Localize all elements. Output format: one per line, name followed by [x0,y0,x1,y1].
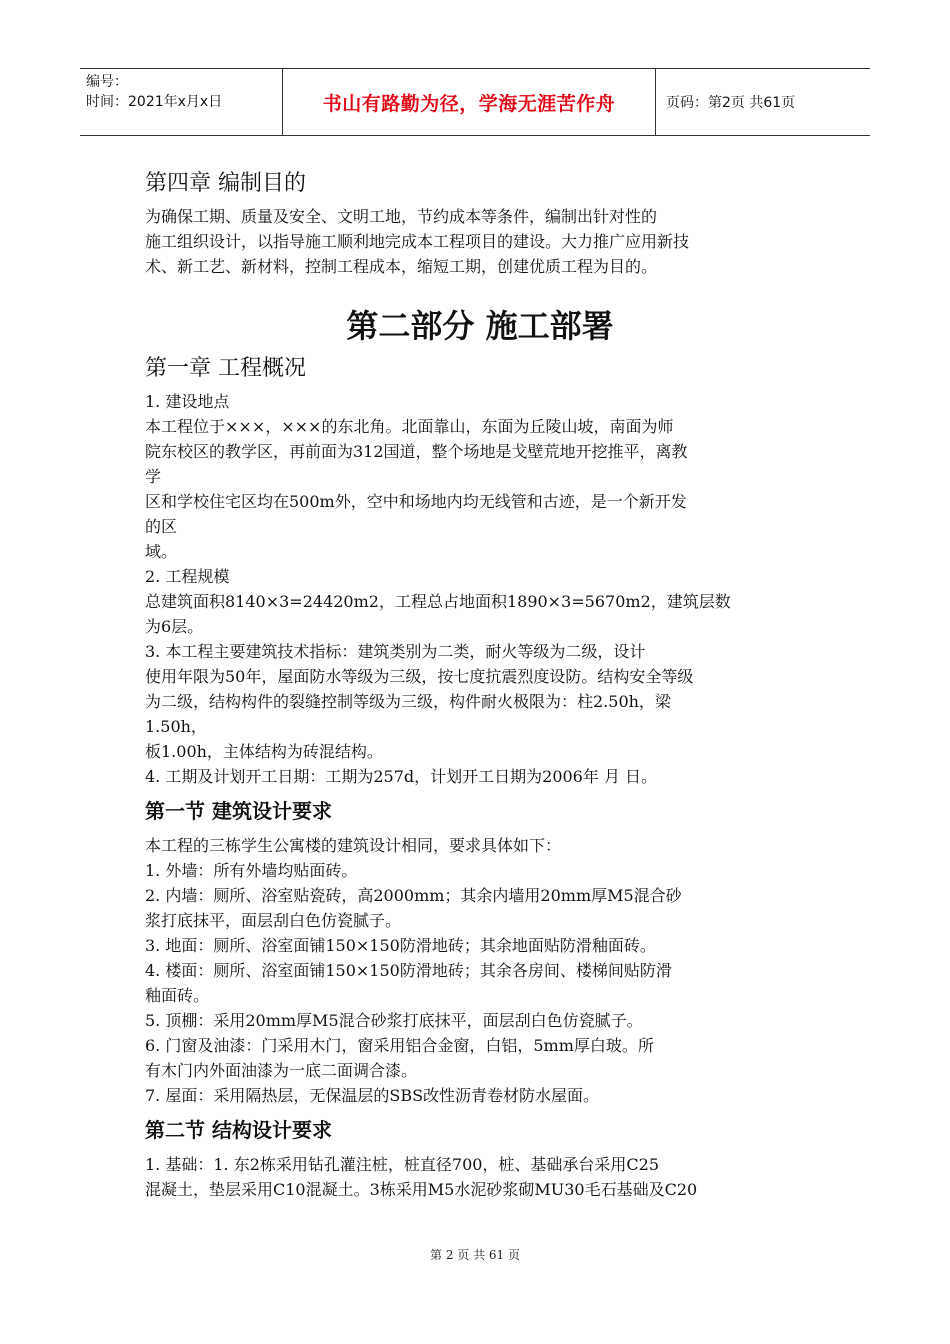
paragraph-line: 6. 门窗及油漆：门采用木门，窗采用铝合金窗，白铝，5mm厚白玻。所 [145,1036,654,1055]
paragraph-line: 院东校区的教学区，再前面为312国道，整个场地是戈壁荒地开挖推平，离教 [145,442,688,461]
paragraph-line: 5. 顶棚：采用20mm厚M5混合砂浆打底抹平，面层刮白色仿瓷腻子。 [145,1011,643,1030]
paragraph-line: 的区 [145,517,178,536]
paragraph-line: 使用年限为50年，屋面防水等级为三级，按七度抗震烈度设防。结构安全等级 [145,667,694,686]
paragraph-line: 域。 [145,542,178,561]
paragraph-line: 学 [145,467,162,486]
paragraph-line: 1. 基础：1. 东2栋采用钻孔灌注桩，桩直径700，桩、基础承台采用C25 [145,1155,660,1174]
section2-body [145,1152,815,1202]
document-body [145,168,815,1202]
paragraph-line: 2. 内墙：厕所、浴室贴瓷砖，高2000mm；其余内墙用20mm厚M5混合砂 [145,886,682,905]
paragraph-line: 1. 建设地点 [145,392,230,411]
paragraph-line: 2. 工程规模 [145,567,230,586]
paragraph-line: 为二级，结构构件的裂缝控制等级为三级，构件耐火极限为：柱2.50h，梁 [145,692,671,711]
section1-title: 第一节 建筑设计要求 [145,799,332,823]
paragraph-line: 板1.00h，主体结构为砖混结构。 [145,742,383,761]
paragraph-line: 3. 本工程主要建筑技术指标：建筑类别为二类，耐火等级为二级，设计 [145,642,646,661]
paragraph-line: 区和学校住宅区均在500m外，空中和场地内均无线管和古迹，是一个新开发 [145,492,687,511]
paragraph-line: 有木门内外面油漆为一底二面调合漆。 [145,1061,418,1080]
header-meta [80,69,282,135]
paragraph-line: 为确保工期、质量及安全、文明工地，节约成本等条件，编制出针对性的 [145,207,658,226]
page-footer: 第 2 页 共 61 页 [430,1248,520,1262]
paragraph-line: 4. 楼面：厕所、浴室面铺150×150防滑地砖；其余各房间、楼梯间贴防滑 [145,961,672,980]
number-label: 编号： [86,74,128,90]
paragraph-line: 总建筑面积8140×3=24420m2，工程总占地面积1890×3=5670m2，建筑层数 [145,592,731,611]
header-motto: 书山有路勤为径，学海无涯苦作舟 [282,69,656,135]
paragraph-line: 釉面砖。 [145,986,210,1005]
section2-title: 第二节 结构设计要求 [145,1118,332,1142]
chapter1-body [145,389,815,789]
paragraph-line: 本工程位于×××，×××的东北角。北面靠山，东面为丘陵山坡，南面为师 [145,417,674,436]
part2-title: 第二部分 施工部署 [346,307,614,345]
paragraph-line: 1. 外墙：所有外墙均贴面砖。 [145,861,358,880]
paragraph-line: 3. 地面：厕所、浴室面铺150×150防滑地砖；其余地面贴防滑釉面砖。 [145,936,656,955]
paragraph-line: 4. 工期及计划开工日期：工期为257d，计划开工日期为2006年 月 日。 [145,767,658,786]
chapter4-body [145,204,815,279]
chapter1-title: 第一章 工程概况 [145,356,306,381]
header-page-info: 页码：第2页 共61页 [666,95,796,111]
paragraph-line: 术、新工艺、新材料，控制工程成本，缩短工期，创建优质工程为目的。 [145,257,658,276]
paragraph-line: 为6层。 [145,617,204,636]
paragraph-line: 7. 屋面：采用隔热层，无保温层的SBS改性沥青卷材防水屋面。 [145,1086,600,1105]
paragraph-line: 施工组织设计，以指导施工顺利地完成本工程项目的建设。大力推广应用新技 [145,232,690,251]
paragraph-line: 本工程的三栋学生公寓楼的建筑设计相同，要求具体如下： [145,836,562,855]
time-label: 时间：2021年x月x日 [86,94,223,110]
page-header [80,68,870,136]
paragraph-line: 浆打底抹平，面层刮白色仿瓷腻子。 [145,911,402,930]
chapter4-title: 第四章 编制目的 [145,171,306,196]
paragraph-line: 1.50h， [145,717,207,736]
section1-body [145,833,815,1108]
paragraph-line: 混凝土，垫层采用C10混凝土。3栋采用M5水泥砂浆砌MU30毛石基础及C20 [145,1180,698,1199]
